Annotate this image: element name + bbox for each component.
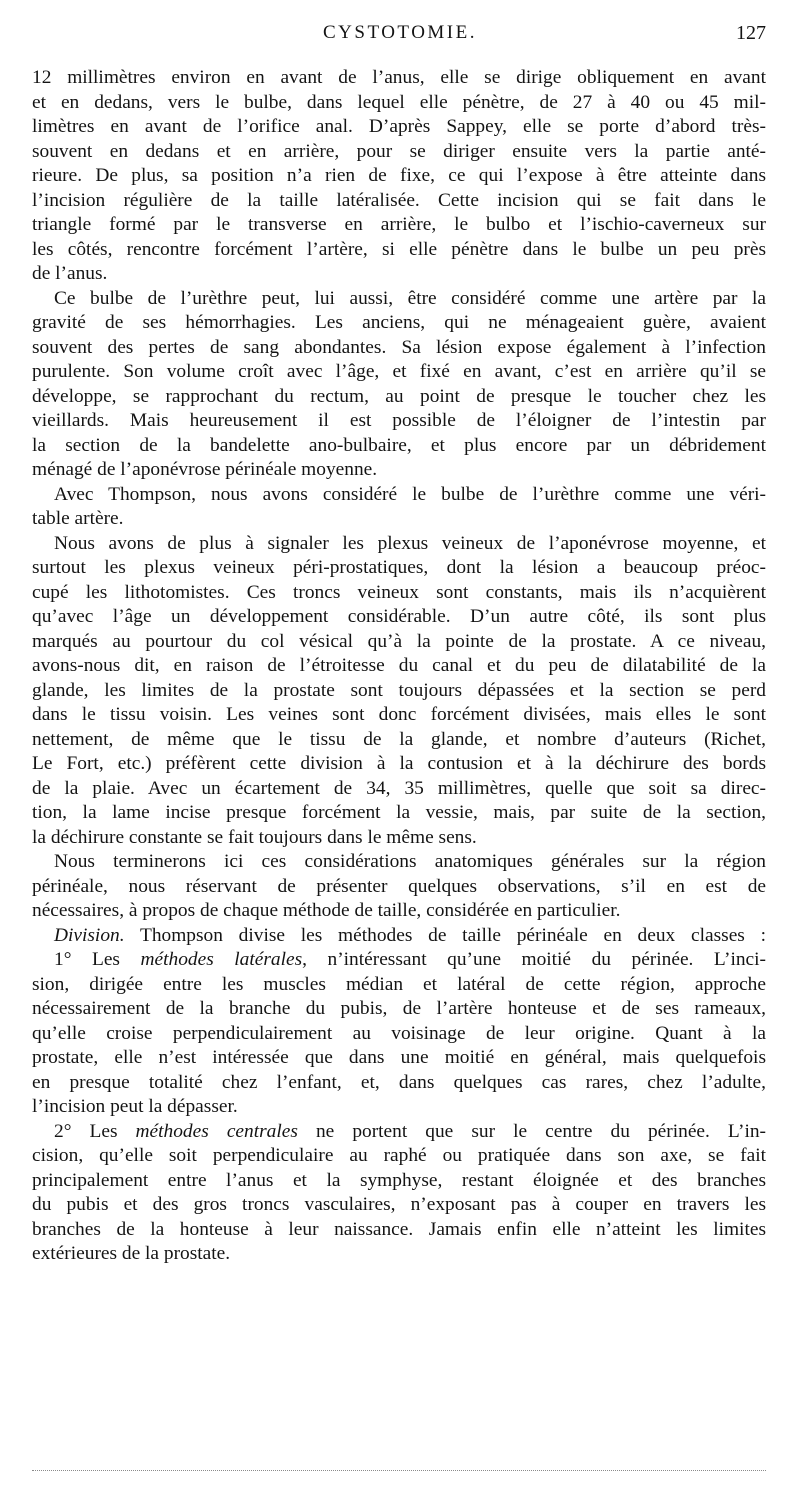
- text-line: sion, dirigée entre les muscles médian et latéral de cette région, approche: [32, 973, 766, 995]
- text-line: principalement entre l’anus et la symphyse, restant éloignée et des branches: [32, 1169, 766, 1191]
- text-line: surtout les plexus veineux péri-prostatiques, dont la lésion a beaucoup préoc-: [32, 557, 766, 578]
- text-line: 12 millimètres environ en avant de l’anus, elle se dirige obliquement en avant: [32, 67, 766, 88]
- italic-text: méthodes centrales: [135, 1120, 298, 1142]
- text-line: de la plaie. Avec un écartement de 34, 35 millimètres, quelle que soit sa direc-: [32, 777, 766, 799]
- text-line: avons-nous dit, en raison de l’étroitesse du canal et du peu de dilatabilité de la: [32, 655, 766, 676]
- text-line: la déchirure constante se fait toujours dans le même sens.: [32, 826, 477, 848]
- text-line: marqués au pourtour du col vésical qu’à la pointe de la prostate. A ce niveau,: [32, 630, 766, 652]
- text-segment: , n’intéressant qu’une moitié du périnée. L’inci-: [302, 949, 766, 970]
- text-line: qu’elle croise perpendiculairement au voisinage de leur origine. Quant à la: [32, 1022, 766, 1044]
- text-line: branches de la honteuse à leur naissance. Jamais enfin elle n’atteint les limites: [32, 1218, 766, 1240]
- text-line: de l’anus.: [32, 263, 108, 284]
- text-line: triangle formé par le transverse en arrière, le bulbo et l’ischio-caverneux sur: [32, 214, 766, 235]
- text-line: en presque totalité chez l’enfant, et, dans quelques cas rares, chez l’adulte,: [32, 1071, 766, 1093]
- text-line: dans le tissu voisin. Les veines sont donc forcément divisées, mais elles le sont: [32, 704, 766, 725]
- text-line: vieillards. Mais heureusement il est possible de l’éloigner de l’intestin par: [32, 410, 766, 431]
- text-line: [32, 1120, 766, 1145]
- text-line: nécessaires, à propos de chaque méthode de taille, considérée en particulier.: [32, 900, 621, 921]
- text-line: prostate, elle n’est intéressée que dans une moitié en général, mais quelquefois: [32, 1047, 766, 1068]
- text-line: Nous avons de plus à signaler les plexus veineux de l’aponévrose moyenne, et: [54, 532, 766, 554]
- text-line: Avec Thompson, nous avons considéré le bulbe de l’urèthre comme une véri-: [54, 483, 766, 505]
- text-line: rieure. De plus, sa position n’a rien de fixe, ce qui l’expose à être atteinte dans: [32, 165, 766, 186]
- text-line: Nous terminerons ici ces considérations anatomiques générales sur la région: [54, 851, 766, 872]
- text-line: table artère.: [32, 508, 124, 529]
- italic-text: méthodes latérales: [140, 949, 303, 970]
- text-body: [32, 66, 766, 1267]
- text-line: Ce bulbe de l’urèthre peut, lui aussi, être considéré comme une artère par la: [54, 287, 766, 309]
- text-line: [32, 924, 766, 949]
- text-segment: ne portent que sur le centre du périnée. L’in-: [297, 1120, 766, 1142]
- text-line: limètres en avant de l’orifice anal. D’après Sappey, elle se porte d’abord très-: [32, 116, 766, 137]
- text-line: gravité de ses hémorrhagies. Les anciens, qui ne ménageaient guère, avaient: [32, 312, 766, 333]
- text-line: cupé les lithotomistes. Ces troncs veineux sont constants, mais ils n’acquièrent: [32, 581, 766, 603]
- text-line: Le Fort, etc.) préfèrent cette division à la contusion et à la déchirure des bords: [32, 753, 766, 774]
- text-line: l’incision régulière de la taille latéralisée. Cette incision qui se fait dans le: [32, 189, 766, 211]
- text-line: souvent en dedans et en arrière, pour se diriger ensuite vers la partie anté-: [32, 140, 766, 162]
- text-line: [32, 948, 766, 973]
- text-line: développe, se rapprochant du rectum, au point de presque le toucher chez les: [32, 385, 766, 407]
- italic-text: Division.: [54, 924, 125, 946]
- text-segment: Thompson divise les méthodes de taille périnéale en deux classes :: [124, 924, 766, 946]
- text-line: nettement, de même que le tissu de la glande, et nombre d’auteurs (Richet,: [32, 728, 766, 750]
- text-line: tion, la lame incise presque forcément la vessie, mais, par suite de la section,: [32, 802, 766, 823]
- text-segment: 2° Les: [54, 1120, 136, 1142]
- text-line: glande, les limites de la prostate sont toujours dépassées et la section se perd: [32, 679, 766, 701]
- text-segment: 1° Les: [54, 949, 141, 970]
- page-header: [32, 22, 768, 48]
- text-line: extérieures de la prostate.: [32, 1243, 231, 1264]
- text-line: du pubis et des gros troncs vasculaires, n’exposant pas à couper en travers les: [32, 1194, 766, 1215]
- text-line: souvent des pertes de sang abondantes. Sa lésion expose également à l’infection: [32, 336, 766, 358]
- page-number: 127: [736, 22, 766, 44]
- footer-dotted-rule: [32, 1470, 766, 1471]
- text-line: nécessairement de la branche du pubis, de l’artère honteuse et de ses rameaux,: [32, 998, 766, 1019]
- text-line: la section de la bandelette ano-bulbaire, et plus encore par un débridement: [32, 434, 766, 456]
- text-line: les côtés, rencontre forcément l’artère, si elle pénètre dans le bulbe un peu près: [32, 238, 766, 260]
- text-line: et en dedans, vers le bulbe, dans lequel elle pénètre, de 27 à 40 ou 45 mil-: [32, 91, 766, 113]
- text-line: cision, qu’elle soit perpendiculaire au raphé ou pratiquée dans son axe, se fait: [32, 1145, 766, 1166]
- text-line: périnéale, nous réservant de présenter quelques observations, s’il en est de: [32, 875, 766, 897]
- running-title: CYSTOTOMIE.: [322, 22, 477, 43]
- text-line: qu’avec l’âge un développement considérable. D’un autre côté, ils sont plus: [32, 606, 766, 627]
- text-line: ménagé de l’aponévrose périnéale moyenne.: [32, 459, 378, 480]
- text-line: purulente. Son volume croît avec l’âge, et fixé en avant, c’est en arrière qu’il se: [32, 361, 766, 382]
- text-line: l’incision peut la dépasser.: [32, 1096, 238, 1117]
